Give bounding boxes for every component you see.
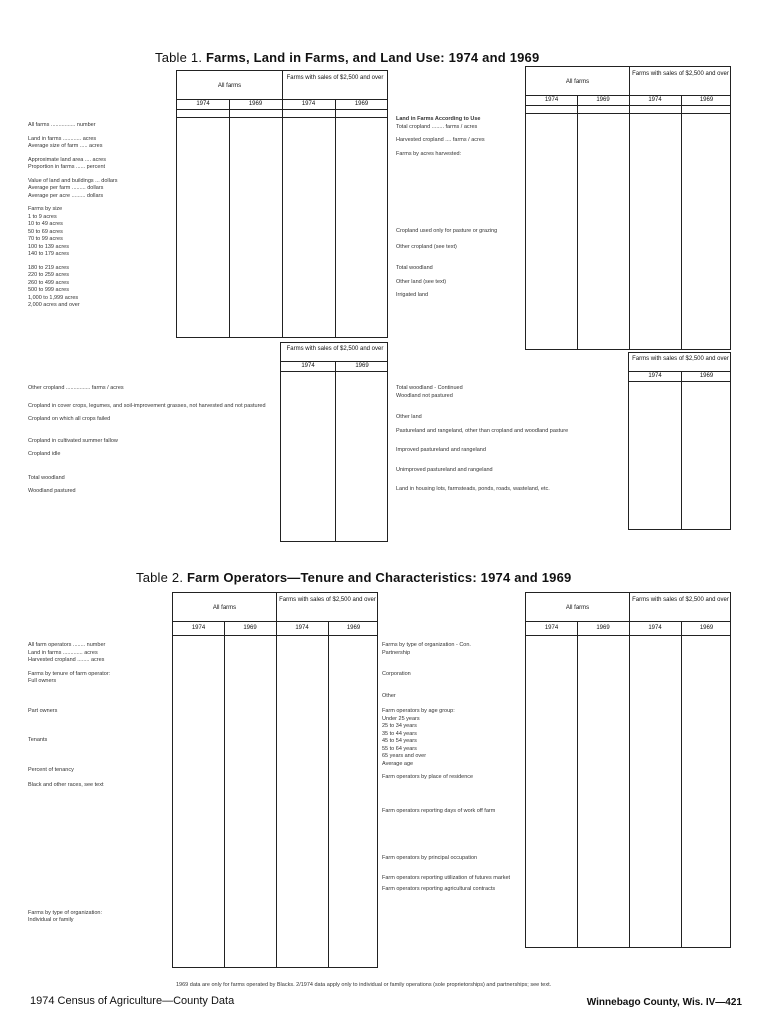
table2-right-farms2500-header: Farms with sales of $2,500 and over	[632, 597, 729, 603]
table1-left-row: 180 to 219 acres	[28, 264, 69, 271]
table1-left-row: 50 to 69 acres	[28, 228, 63, 235]
table1-lower-right-year-1969: 1969	[699, 373, 714, 379]
table1-right-year-1969-b: 1969	[699, 97, 714, 103]
table1-year-1969-b: 1969	[354, 101, 369, 107]
table2-left-row: Individual or family	[28, 917, 74, 923]
table2-year-1974-a: 1974	[191, 625, 206, 631]
table2-left-header-grid	[172, 592, 378, 636]
table1-left-row: Proportion in farms ...... percent	[28, 164, 106, 170]
table1-left-row: 260 to 499 acres	[28, 279, 69, 286]
table2-right-row: 25 to 34 years	[382, 723, 417, 729]
table1-all-farms-header: All farms	[217, 83, 242, 89]
footer-publication: 1974 Census of Agriculture—County Data	[30, 995, 235, 1007]
table2-left-row: Harvested cropland ........ acres	[28, 657, 105, 663]
table2-left-row: Tenants	[28, 737, 48, 743]
table2-right-body-grid	[525, 636, 731, 948]
table1-lower-right-row: Land in housing lots, farmsteads, ponds, roads, wasteland, etc.	[396, 486, 550, 492]
table2-right-row: 65 years and over	[382, 753, 427, 759]
table1-lower-left-row: Other cropland ................ farms / acres	[28, 385, 124, 391]
table1-left-header-grid	[176, 70, 388, 118]
table1-left-row: 500 to 999 acres	[28, 287, 69, 293]
table1-left-row: Approximate land area .... acres	[28, 156, 106, 163]
table1-lower-right-farms2500: Farms with sales of $2,500 and over	[632, 356, 729, 362]
table1-right-row: Harvested cropland .... farms / acres	[396, 137, 485, 143]
table2-left-row-stubs	[28, 642, 170, 925]
table1-right-heading: Land in Farms According to Use	[396, 116, 481, 122]
table1-lower-left-row: Cropland idle	[28, 451, 61, 457]
table2-right-row: Farm operators reporting agricultural contracts	[382, 886, 496, 892]
table1-lower-left-stubs	[28, 385, 276, 496]
table1-right-row: Total cropland ........ farms / acres	[396, 123, 478, 130]
table2-footnote: 1969 data are only for farms operated by Blacks. 2/1974 data apply only to individual or family operations (sole proprietorships) and partnerships; see text.	[176, 982, 552, 988]
table1-lower-left-row: Woodland pastured	[28, 488, 76, 494]
table1-right-row: Other cropland (see text)	[396, 243, 457, 250]
table2-title-text: Farm Operators—Tenure and Characteristics: 1974 and 1969	[186, 570, 572, 585]
table2-year-1974-b: 1974	[295, 625, 309, 631]
table2-left-row: Farms by tenure of farm operator:	[28, 670, 111, 677]
table1-farms2500-header: Farms with sales of $2,500 and over	[286, 75, 384, 81]
table1-left-body-grid	[176, 118, 388, 338]
table1-lower-right-row: Total woodland - Continued	[396, 385, 463, 391]
table1-left-row: 220 to 259 acres	[28, 272, 69, 278]
table2-right-row: 45 to 54 years	[382, 738, 417, 744]
table2-right-row: Farm operators by age group:	[382, 708, 455, 714]
table1-lower-left-header	[280, 342, 388, 372]
table1-right-year-1974-b: 1974	[648, 97, 662, 103]
table1-lower-right-row: Pastureland and rangeland, other than cropland and woodland pasture	[396, 427, 569, 434]
table2-right-row: 35 to 44 years	[382, 730, 417, 737]
table1-label: Table 1.	[155, 50, 203, 65]
table1-title-text: Farms, Land in Farms, and Land Use: 1974 and 1969	[205, 50, 540, 65]
table1-left-row: 1 to 9 acres	[28, 213, 57, 220]
table2-right-row: Other	[382, 692, 396, 699]
table1-left-row: Average size of farm ..... acres	[28, 143, 103, 149]
table1-lower-left-body	[280, 372, 388, 542]
table1-left-row: Value of land and buildings ... dollars	[28, 177, 118, 184]
table1-right-row-stubs	[396, 116, 522, 300]
table1-lower-right-header	[628, 352, 731, 382]
table1-right-row: Farms by acres harvested:	[396, 150, 462, 157]
table2-right-row: Farm operators by principal occupation	[382, 855, 478, 861]
table1-lower-right-row: Improved pastureland and rangeland	[396, 447, 486, 453]
table2-right-header-grid	[525, 592, 731, 636]
table1-year-1974-a: 1974	[196, 101, 210, 107]
table2-left-row: Land in farms ............. acres	[28, 649, 98, 656]
table2-right-year-1974-a: 1974	[544, 625, 559, 631]
table2-title	[136, 570, 571, 585]
table2-left-row: Percent of tenancy	[28, 766, 74, 773]
table1-lower-left-row: Total woodland	[28, 474, 65, 481]
table1-year-1974-b: 1974	[301, 101, 316, 107]
table2-left-row: Black and other races, see text	[28, 782, 104, 788]
table1-right-all-farms-header: All farms	[565, 79, 590, 85]
table2-right-year-1969-a: 1969	[596, 625, 610, 631]
table1-title	[155, 50, 539, 65]
table1-right-farms2500-header: Farms with sales of $2,500 and over	[632, 71, 729, 77]
table2-right-all-farms-header: All farms	[565, 605, 590, 611]
table2-right-row: Partnership	[382, 649, 411, 656]
table2-right-row: Farm operators reporting utilization of futures market	[382, 874, 511, 881]
table1-right-header-grid	[525, 66, 731, 114]
table1-left-row: 1,000 to 1,999 acres	[28, 294, 79, 301]
table1-left-row: 100 to 139 acres	[28, 243, 69, 250]
footer-county-page: Winnebago County, Wis. IV—421	[586, 997, 742, 1008]
table1-lower-right-stubs	[396, 385, 624, 494]
table2-left-row: Farms by type of organization:	[28, 909, 102, 916]
table1-left-row: 10 to 49 acres	[28, 221, 63, 227]
table1-lower-right-year-1974: 1974	[648, 373, 662, 379]
table1-left-row: All farms ................ number	[28, 122, 96, 128]
table2-left-body-grid	[172, 636, 378, 968]
table2-right-row: Farm operators by place of residence	[382, 774, 474, 780]
table2-left-row: All farm operators ........ number	[28, 642, 106, 648]
table1-right-year-1969-a: 1969	[596, 97, 610, 103]
table1-right-row: Other land (see text)	[396, 278, 447, 285]
table2-all-farms-header: All farms	[212, 605, 237, 611]
table2-farms2500-header: Farms with sales of $2,500 and over	[279, 597, 376, 603]
table1-lower-right-row: Other land	[396, 414, 422, 420]
table2-left-row: Part owners	[28, 707, 58, 714]
table2-right-row-stubs	[382, 642, 522, 894]
table1-right-row: Total woodland	[396, 265, 433, 271]
table1-lower-right-body	[628, 382, 731, 530]
table1-left-row-stubs	[28, 122, 174, 310]
table2-right-year-1969-b: 1969	[699, 625, 714, 631]
table2-year-1969-a: 1969	[243, 625, 257, 631]
table1-lower-right-row: Woodland not pastured	[396, 392, 453, 399]
table1-left-row: 2,000 acres and over	[28, 302, 80, 308]
table2-right-row: Average age	[382, 760, 414, 767]
table2-right-row: Farms by type of organization - Con.	[382, 642, 471, 648]
table1-lower-left-farms2500: Farms with sales of $2,500 and over	[286, 346, 384, 352]
table1-left-row: Farms by size	[28, 206, 63, 212]
table2-year-1969-b: 1969	[346, 625, 361, 631]
table1-right-row: Irrigated land	[396, 292, 429, 298]
table2-label: Table 2.	[136, 570, 184, 585]
table1-lower-left-row: Cropland in cover crops, legumes, and soil-improvement grasses, not harvested and not pastured	[28, 402, 266, 409]
table1-year-1969-a: 1969	[248, 101, 263, 107]
table2-right-year-1974-b: 1974	[648, 625, 662, 631]
table2-left-row: Full owners	[28, 678, 57, 684]
table1-lower-left-year-1974: 1974	[301, 363, 315, 369]
table1-lower-right-row: Unimproved pastureland and rangeland	[396, 466, 493, 473]
table1-lower-left-year-1969: 1969	[355, 363, 369, 369]
table2-right-row: Corporation	[382, 671, 411, 677]
table1-lower-left-row: Cropland on which all crops failed	[28, 416, 111, 422]
table1-lower-left-row: Cropland in cultivated summer fallow	[28, 437, 118, 444]
table1-right-body-grid	[525, 114, 731, 350]
table2-right-row: Under 25 years	[382, 715, 420, 722]
table1-left-row: 140 to 179 acres	[28, 251, 69, 257]
table1-right-year-1974-a: 1974	[544, 97, 559, 103]
table1-left-row: Average per farm ......... dollars	[28, 185, 104, 191]
table1-left-row: Average per acre ......... dollars	[28, 192, 104, 199]
table2-right-row: Farm operators reporting days of work off farm	[382, 807, 496, 814]
table2-right-row: 55 to 64 years	[382, 745, 417, 752]
table1-left-row: Land in farms ............ acres	[28, 135, 97, 142]
table1-right-row: Cropland used only for pasture or grazing	[396, 228, 498, 234]
table1-left-row: 70 to 99 acres	[28, 236, 63, 242]
